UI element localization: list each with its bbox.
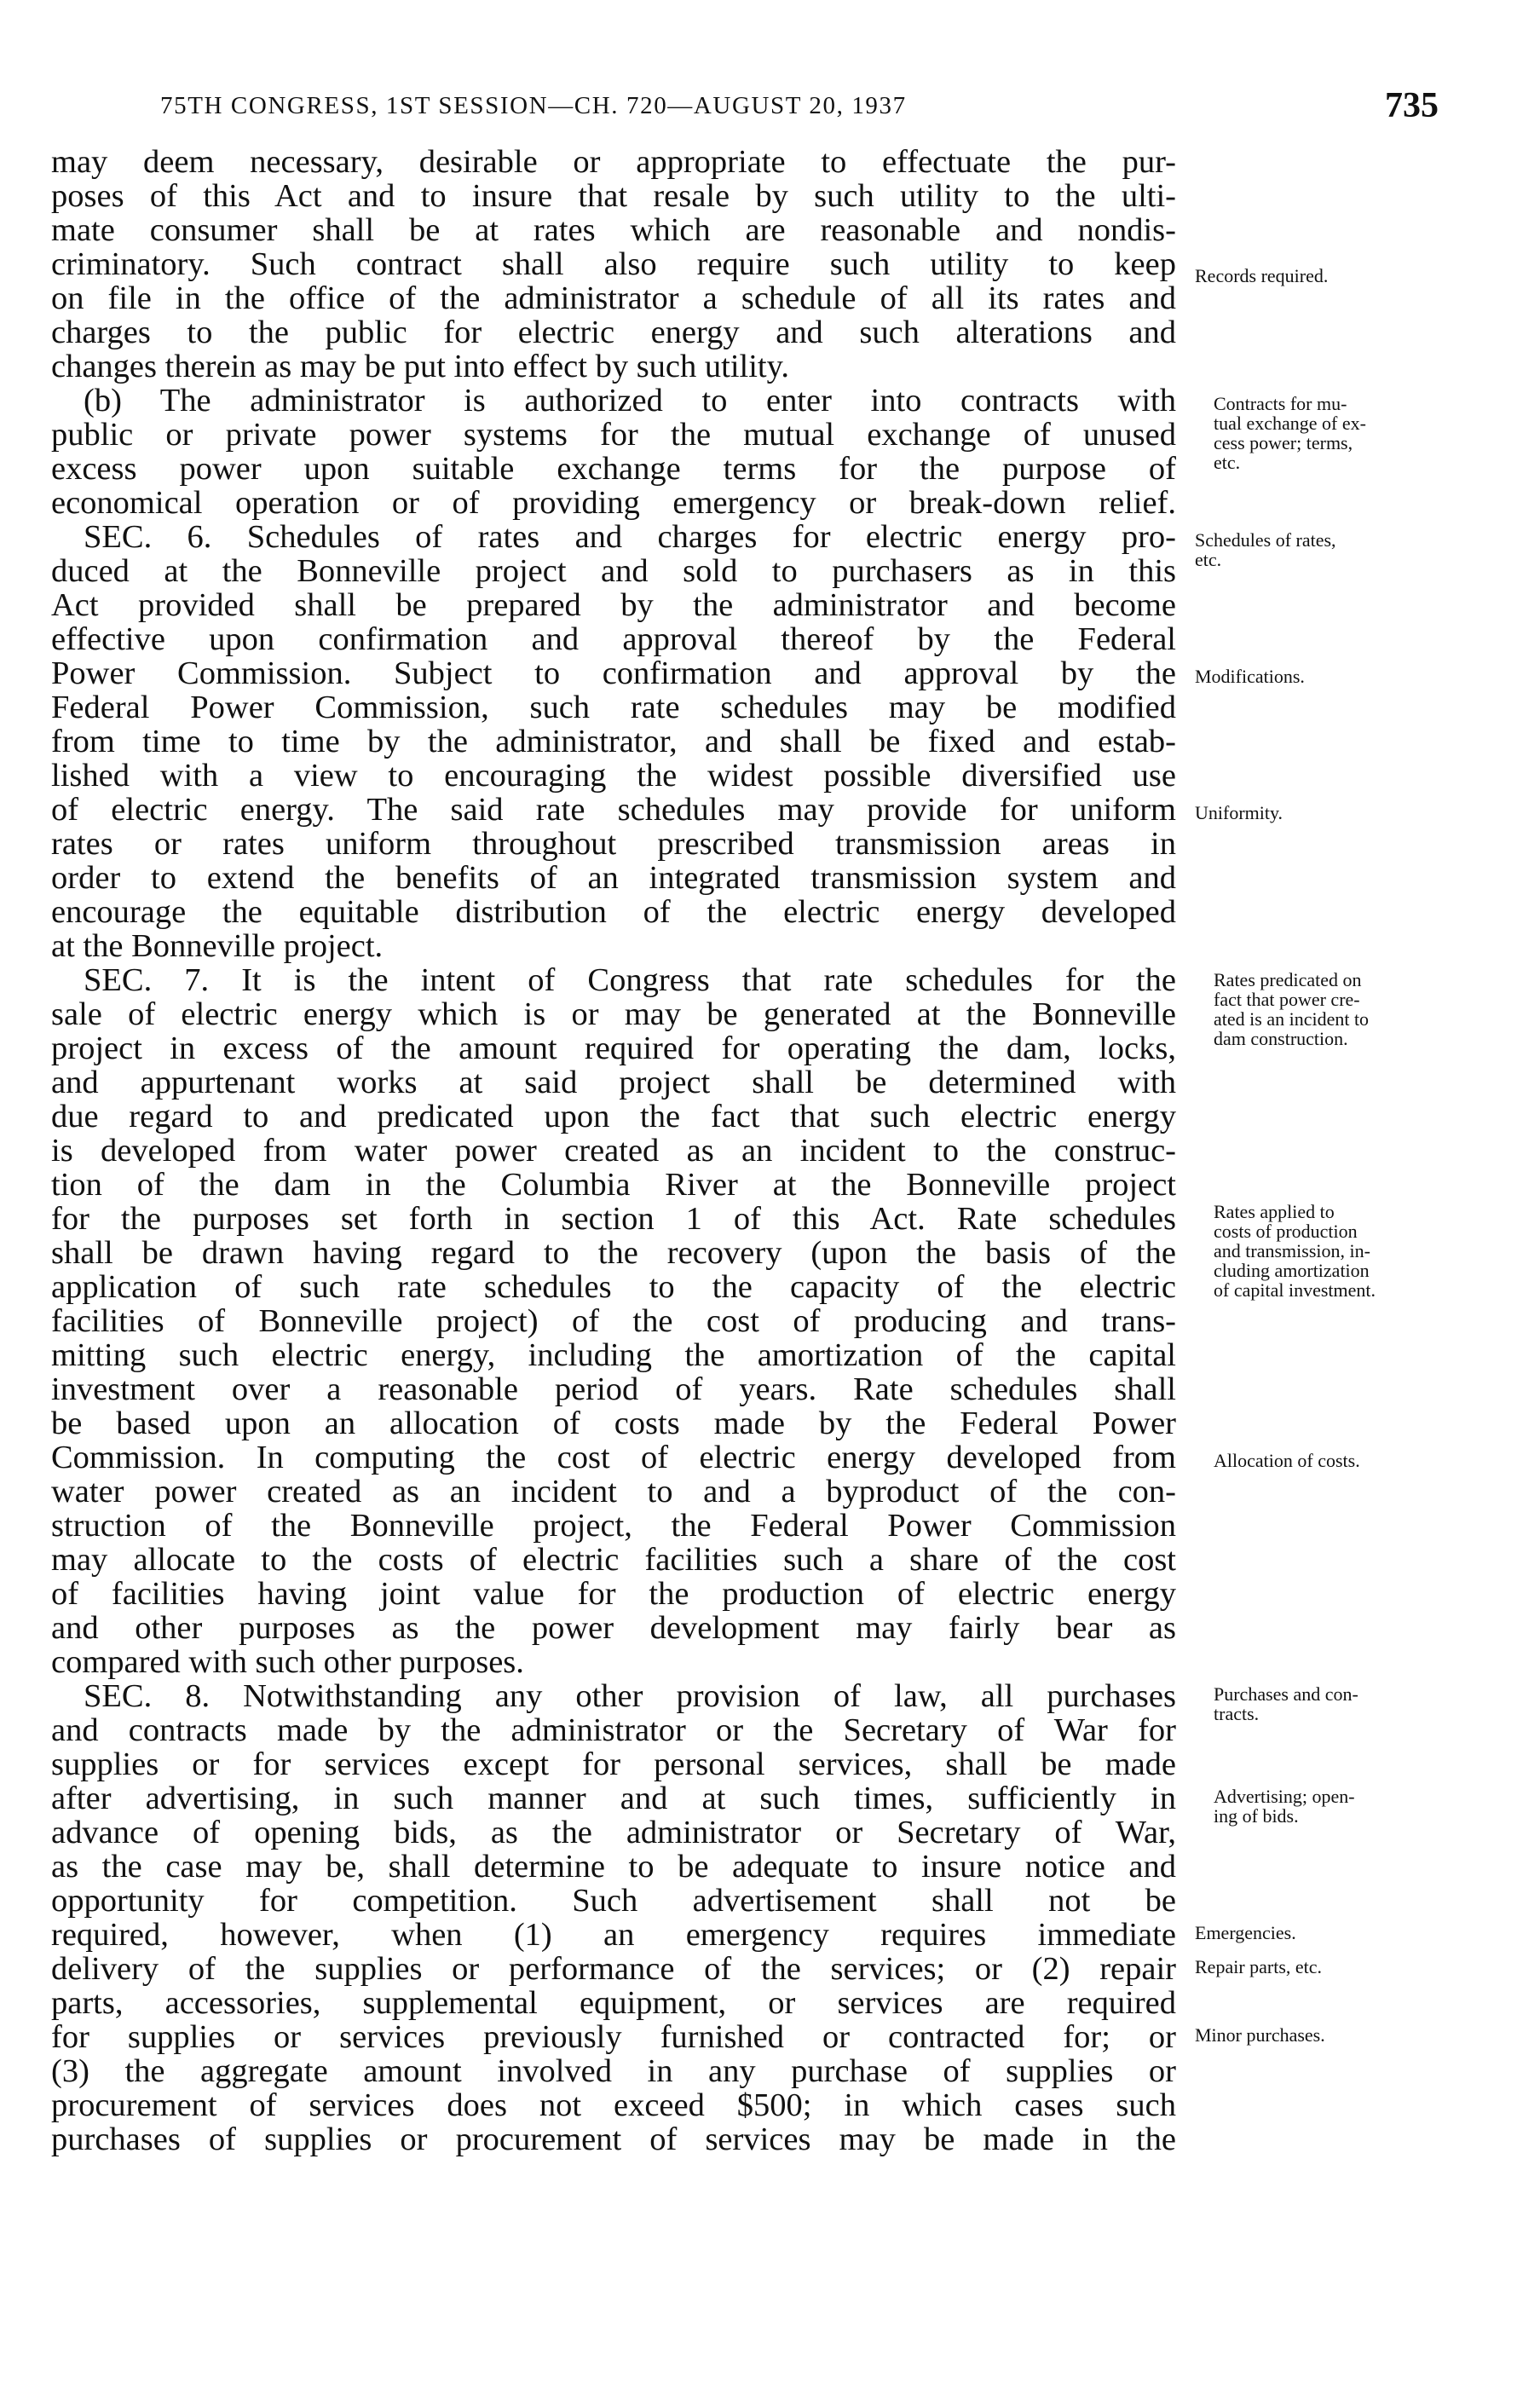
margin-note-line: Uniformity. [1195, 802, 1283, 823]
body-line: application of such rate schedules to the capacity of the electric [51, 1269, 1176, 1305]
body-line: of facilities having joint value for the production of electric energy [51, 1576, 1176, 1612]
margin-note-line: ing of bids. [1214, 1805, 1299, 1827]
body-line: shall be drawn having regard to the recovery (upon the basis of the [51, 1235, 1176, 1271]
body-line: Federal Power Commission, such rate schedules may be modified [51, 690, 1176, 725]
body-line: required, however, when (1) an emergency requires immediate [51, 1917, 1176, 1953]
body-line: and appurtenant works at said project shall be determined with [51, 1065, 1176, 1100]
margin-note-allocation-of-costs [1195, 1451, 1442, 1470]
body-line: struction of the Bonneville project, the Federal Power Commission [51, 1508, 1176, 1544]
body-line: encourage the equitable distribution of the electric energy developed [51, 894, 1176, 930]
margin-note-rates-predicated [1195, 970, 1442, 1048]
body-line: for the purposes set forth in section 1 of this Act. Rate schedules [51, 1201, 1176, 1237]
margin-note-line: Minor purchases. [1195, 2024, 1325, 2046]
body-line: after advertising, in such manner and at such times, sufficiently in [51, 1781, 1176, 1816]
body-line: purchases of supplies or procurement of services may be made in the [51, 2121, 1176, 2157]
margin-note-line: Advertising; open- [1214, 1786, 1355, 1807]
body-line: lished with a view to encouraging the widest possible diversified use [51, 758, 1176, 794]
body-line: as the case may be, shall determine to be adequate to insure notice and [51, 1849, 1176, 1885]
margin-note-line: Rates predicated on [1214, 969, 1362, 990]
margin-note-line: and transmission, in- [1214, 1240, 1370, 1261]
body-line: investment over a reasonable period of years. Rate schedules shall [51, 1371, 1176, 1407]
running-head-title: 75TH CONGRESS, 1ST SESSION—CH. 720—AUGUST 20, 1937 [160, 92, 907, 119]
margin-note-line: Allocation of costs. [1214, 1450, 1360, 1471]
margin-note-modifications [1195, 667, 1442, 686]
margin-note-line: ated is an incident to [1214, 1008, 1370, 1030]
body-line: project in excess of the amount required for operating the dam, locks, [51, 1030, 1176, 1066]
margin-note-line: Rates applied to [1214, 1201, 1335, 1222]
margin-note-line: Repair parts, etc. [1195, 1956, 1323, 1977]
running-head [160, 86, 1439, 143]
margin-note-line: dam construction. [1214, 1028, 1348, 1049]
margin-note-line: Contracts for mu- [1214, 393, 1347, 414]
body-line: charges to the public for electric energy and such alterations and [51, 315, 1176, 350]
body-line: changes therein as may be put into effect by such utility. [51, 349, 790, 384]
body-line: (3) the aggregate amount involved in any purchase of supplies or [51, 2053, 1176, 2089]
body-line: opportunity for competition. Such advertisement shall not be [51, 1883, 1176, 1919]
body-line: Commission. In computing the cost of electric energy developed from [51, 1440, 1176, 1475]
margin-note-line: fact that power cre- [1214, 989, 1360, 1010]
body-line: parts, accessories, supplemental equipment, or services are required [51, 1985, 1176, 2021]
body-line: rates or rates uniform throughout prescribed transmission areas in [51, 826, 1176, 862]
body-line: SEC. 6. Schedules of rates and charges for electric energy pro- [84, 519, 1176, 555]
margin-note-line: Records required. [1195, 265, 1329, 286]
margin-note-line: tracts. [1214, 1703, 1260, 1724]
body-line: criminatory. Such contract shall also require such utility to keep [51, 246, 1176, 282]
margin-note-records-required [1195, 266, 1442, 286]
body-line: SEC. 8. Notwithstanding any other provision of law, all purchases [84, 1678, 1176, 1714]
body-line: is developed from water power created as an incident to the construc- [51, 1133, 1176, 1169]
body-line: and other purposes as the power development may fairly bear as [51, 1610, 1176, 1646]
body-line: poses of this Act and to insure that resale by such utility to the ulti- [51, 178, 1176, 214]
body-line: be based upon an allocation of costs made by the Federal Power [51, 1406, 1176, 1441]
margin-note-line: Modifications. [1195, 666, 1305, 687]
margin-note-line: of capital investment. [1214, 1279, 1376, 1301]
margin-note-minor-purchases [1195, 2025, 1442, 2045]
margin-note-repair-parts [1195, 1957, 1442, 1977]
margin-note-line: etc. [1195, 549, 1222, 570]
margin-note-emergencies [1195, 1923, 1442, 1942]
body-line: water power created as an incident to and a byproduct of the con- [51, 1474, 1176, 1509]
margin-note-line: cluding amortization [1214, 1260, 1370, 1281]
margin-note-line: Purchases and con- [1214, 1683, 1358, 1705]
margin-note-schedules-of-rates [1195, 530, 1442, 569]
margin-note-line: tual exchange of ex- [1214, 413, 1366, 434]
body-line: public or private power systems for the mutual exchange of unused [51, 417, 1176, 453]
body-line: mate consumer shall be at rates which are reasonable and nondis- [51, 212, 1176, 248]
body-line: compared with such other purposes. [51, 1644, 524, 1680]
body-line: (b) The administrator is authorized to enter into contracts with [84, 383, 1176, 418]
body-line: economical operation or of providing emergency or break-down relief. [51, 485, 1176, 521]
margin-note-line: Schedules of rates, [1195, 529, 1336, 551]
margin-note-line: cess power; terms, [1214, 432, 1353, 453]
body-line: on file in the office of the administrator a schedule of all its rates and [51, 280, 1176, 316]
body-line: effective upon confirmation and approval thereof by the Federal [51, 621, 1176, 657]
body-line: excess power upon suitable exchange terms for the purpose of [51, 451, 1176, 487]
margin-note-line: costs of production [1214, 1221, 1358, 1242]
body-line: facilities of Bonneville project) of the cost of producing and trans- [51, 1303, 1176, 1339]
body-line: duced at the Bonneville project and sold to purchasers as in this [51, 553, 1176, 589]
body-line: for supplies or services previously furnished or contracted for; or [51, 2019, 1176, 2055]
body-line: from time to time by the administrator, and shall be fixed and estab- [51, 724, 1176, 759]
body-line: may deem necessary, desirable or appropriate to effectuate the pur- [51, 144, 1176, 180]
margin-note-purchases-contracts [1195, 1684, 1442, 1723]
margin-note-line: etc. [1214, 452, 1241, 473]
body-line: Act provided shall be prepared by the administrator and become [51, 587, 1176, 623]
margin-note-line: Emergencies. [1195, 1922, 1296, 1943]
body-line: Power Commission. Subject to confirmation and approval by the [51, 655, 1176, 691]
body-line: advance of opening bids, as the administrator or Secretary of War, [51, 1815, 1176, 1850]
body-line: order to extend the benefits of an integrated transmission system and [51, 860, 1176, 896]
body-line: at the Bonneville project. [51, 928, 384, 964]
body-line: may allocate to the costs of electric facilities such a share of the cost [51, 1542, 1176, 1578]
page-number: 735 [1385, 86, 1439, 125]
body-line: sale of electric energy which is or may be generated at the Bonneville [51, 996, 1176, 1032]
body-line: supplies or for services except for personal services, shall be made [51, 1746, 1176, 1782]
body-line: delivery of the supplies or performance of the services; or (2) repair [51, 1951, 1176, 1987]
body-line: due regard to and predicated upon the fact that such electric energy [51, 1099, 1176, 1134]
margin-note-advertising [1195, 1787, 1442, 1826]
margin-note-rates-applied [1195, 1202, 1442, 1300]
body-line: and contracts made by the administrator or the Secretary of War for [51, 1712, 1176, 1748]
margin-note-uniformity [1195, 803, 1442, 823]
margin-note-mutual-exchange [1195, 394, 1442, 472]
body-line: SEC. 7. It is the intent of Congress that rate schedules for the [84, 962, 1176, 998]
body-line: of electric energy. The said rate schedules may provide for uniform [51, 792, 1176, 828]
body-line: tion of the dam in the Columbia River at the Bonneville project [51, 1167, 1176, 1203]
body-line: procurement of services does not exceed $500; in which cases such [51, 2087, 1176, 2123]
body-line: mitting such electric energy, including the amortization of the capital [51, 1337, 1176, 1373]
